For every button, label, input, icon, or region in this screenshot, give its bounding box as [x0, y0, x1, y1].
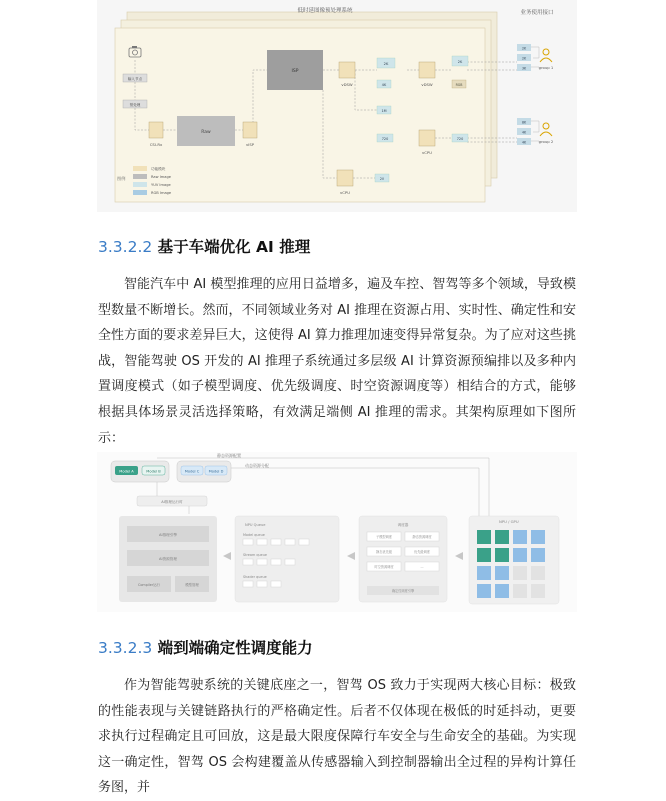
output-3: 3K: [521, 66, 527, 71]
figure-ai-inference-architecture: [97, 452, 577, 612]
block-raw: Raw: [201, 130, 211, 135]
legend-item: 功能模块: [151, 167, 166, 171]
node-4k: 4K: [381, 83, 387, 87]
left-block-1: AI资源管理: [159, 557, 177, 561]
paragraph-deterministic-scheduling: 作为智能驾驶系统的关键底座之一，智驾 OS 致力于实现两大核心目标：极致的性能表现与关键链路执行的严格确定性。后者不仅体现在极低的时延抖动，更要求执行过程确定且可回放，这是最大限度保障行车安全与生命安全的基础。为实现这一确定性，智驾 OS 会构建覆盖从传感器输入到控制器输出全过程的异构计算任务图，并: [98, 678, 576, 796]
group1-label: group 1: [538, 65, 554, 70]
sched-item: 时空资源调度: [374, 565, 394, 569]
section-title: 基于车端优化 AI 推理: [157, 238, 311, 256]
model-b: Model B: [146, 469, 161, 474]
model-a: Model A: [119, 469, 134, 474]
output-1: 2K: [521, 46, 527, 51]
node-2v: 2V: [379, 177, 385, 181]
node-720-b: 720: [456, 137, 464, 141]
paragraph-ai-inference: 智能汽车中 AI 模型推理的应用日益增多，遍及车控、智驾等多个领域，导致模型数量不断增长。然而，不同领域业务对 AI 推理在资源占用、实时性、确定性和安全性方面的要求差异巨大，这使得 AI 算力推理加速变得异常复杂。为了应对这些挑战，智能驾驶 OS 开发的 AI 推理子系统通过多层级 AI 计算资源预编排以及多种内置调度模式（如子模型调度、优先级调度、时空资源调度等）相结合的方式，能够根据具体场景灵活选择策略，有效满足端侧 AI 推理的需求。其架构原理如下图所示：: [98, 277, 576, 446]
queue-label: Model queue: [243, 533, 265, 537]
queue-label: Shader queue: [243, 575, 267, 579]
section-number: 3.3.2.2: [98, 238, 153, 256]
node-rgb: RGB: [455, 83, 463, 87]
block-vcpu: vCPU: [422, 150, 432, 155]
sched-item: ...: [420, 565, 424, 569]
block-visp: vISP: [245, 142, 255, 147]
queues-title: NPU Queue: [245, 523, 266, 527]
output-6: 4K: [521, 140, 527, 145]
node-720: 720: [381, 137, 389, 141]
left-block-2: Compiler运行: [137, 583, 161, 587]
npu-label: NPU / GPU: [499, 519, 519, 524]
block-vcpu-2: vCPU: [340, 190, 350, 195]
left-block-3: 模型管理: [185, 583, 199, 587]
model-d: Model D: [208, 469, 224, 474]
block-vdsw: vDSW: [341, 82, 353, 87]
figure1-business-title: 业务使用接口: [520, 10, 554, 16]
node-2k-b: 2K: [457, 60, 463, 64]
figure-image-preprocessing: [97, 0, 577, 212]
block-input-node: 输入节点: [127, 77, 143, 81]
figure2-static-label: 静态资源配置: [217, 453, 241, 458]
sched-item: 子模型调度: [376, 535, 392, 539]
section-heading-ai-inference: [98, 235, 310, 257]
figure2-runtime: AI推理运行时: [161, 500, 183, 504]
queue-label: Stream queue: [243, 553, 267, 557]
block-vdsw-2: vDSW: [421, 82, 433, 87]
figure1-title: 低时延图像预处理系统: [297, 8, 353, 14]
node-1m: 1M: [381, 109, 387, 113]
output-5: 4K: [521, 130, 527, 135]
legend-item: YUV Image: [151, 183, 171, 187]
model-c: Model C: [184, 469, 200, 474]
sched-footer: 确定性调度引擎: [391, 589, 415, 593]
output-2: 2K: [521, 56, 527, 61]
figure2-dynamic-label: 动态资源分配: [245, 463, 269, 468]
legend-item: Raw Image: [151, 175, 171, 179]
block-isp-main: ISP: [291, 69, 299, 74]
sched-item: 静态优先级: [376, 550, 392, 554]
sched-title: 调度器: [397, 523, 409, 527]
left-block-0: AI推理引擎: [159, 533, 177, 537]
block-preprocess: 预处理: [129, 103, 141, 107]
output-4: 8K: [521, 120, 527, 125]
section-heading-deterministic-scheduling: [98, 636, 313, 658]
section-title: 端到端确定性调度能力: [157, 639, 313, 657]
sched-item: 静态资源调度: [412, 535, 432, 539]
legend-heading: 图例: [117, 176, 126, 181]
sched-item: 优先级调度: [414, 550, 430, 554]
block-csi-rx: CSI-Rx: [149, 142, 163, 147]
group2-label: group 2: [538, 139, 554, 144]
node-2k-a: 2K: [383, 62, 389, 66]
section-number: 3.3.2.3: [98, 639, 153, 657]
legend-item: RGB Image: [151, 191, 172, 195]
